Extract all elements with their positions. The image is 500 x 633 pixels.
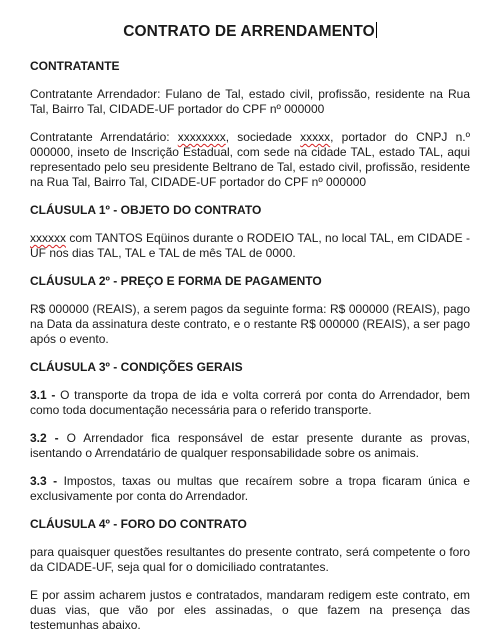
document-page[interactable] xyxy=(30,0,470,633)
clause-3-3 xyxy=(30,474,470,504)
clause-4-text: para quaisquer questões resultantes do presente contrato, será competente o foro da CIDADE-UF, seja qual for o domiciliado contratantes. xyxy=(30,545,470,574)
closing-paragraph: E por assim acharem justos e contratados, mandaram redigem este contrato, em duas vias, que vão por eles assinadas, o que fazem na presença das testemunhas abaixo. xyxy=(30,588,470,632)
clause-1-body: com TANTOS Eqüinos durante o RODEIO TAL, no local TAL, em CIDADE - UF nos dias TAL, TAL e TAL de mês TAL de 0000. xyxy=(30,231,470,260)
text-cursor xyxy=(376,22,377,38)
clause-1-heading: CLÁUSULA 1º - OBJETO DO CONTRATO xyxy=(30,203,262,217)
clause-3-2-number: 3.2 - xyxy=(30,431,67,445)
clause-1-text xyxy=(30,231,470,261)
clause-3-3-number: 3.3 - xyxy=(30,474,64,488)
arrendatario-company-placeholder: xxxxx xyxy=(300,130,331,144)
clause-3-3-text: Impostos, taxas ou multas que recaírem sobre a tropa ficaram única e exclusivamente por conta do Arrendador. xyxy=(30,474,470,503)
clause-3-1 xyxy=(30,388,470,418)
arrendatario-name-placeholder: xxxxxxxx xyxy=(177,130,226,144)
contratante-heading: CONTRATANTE xyxy=(30,59,120,73)
clause-2-text: R$ 000000 (REAIS), a serem pagos da seguinte forma: R$ 000000 (REAIS), pago na Data da assinatura deste contrato, e o restante R$ 000000 (REAIS), a ser pago após o evento. xyxy=(30,302,470,346)
clause-1-placeholder: xxxxxx xyxy=(30,231,66,245)
document-title-text: CONTRATO DE ARRENDAMENTO xyxy=(123,23,375,40)
clause-3-1-text: O transporte da tropa de ida e volta correrá por conta do Arrendador, bem como toda documentação necessária para o referido transporte. xyxy=(30,388,470,417)
clause-2-heading: CLÁUSULA 2º - PREÇO E FORMA DE PAGAMENTO xyxy=(30,274,322,288)
clause-3-1-number: 3.1 - xyxy=(30,388,61,402)
arrendatario-paragraph xyxy=(30,130,470,190)
clause-3-2 xyxy=(30,431,470,461)
clause-4-heading: CLÁUSULA 4º - FORO DO CONTRATO xyxy=(30,517,247,531)
clause-3-heading: CLÁUSULA 3º - CONDIÇÕES GERAIS xyxy=(30,360,243,374)
arrendatario-rest: , portador do CNPJ n.º 000000, inseto de Inscrição Estadual, com sede na cidade TAL, estado TAL, aqui representado pelo seu presidente Beltrano de Tal, estado civil, profissão, residente na Rua Tal, Bairro Tal, CIDADE-UF portador do CPF nº 000000 xyxy=(30,130,470,189)
arrendador-paragraph: Contratante Arrendador: Fulano de Tal, estado civil, profissão, residente na Rua Tal, Bairro Tal, CIDADE-UF portador do CPF nº 000000 xyxy=(30,87,470,116)
arrendatario-prefix: Contratante Arrendatário: xyxy=(30,130,178,144)
document-title xyxy=(30,22,470,42)
clause-3-2-text: O Arrendador fica responsável de estar presente durante as provas, isentando o Arrendatário de qualquer responsabilidade sobre os animais. xyxy=(30,431,470,460)
arrendatario-middle: , sociedade xyxy=(225,130,301,144)
